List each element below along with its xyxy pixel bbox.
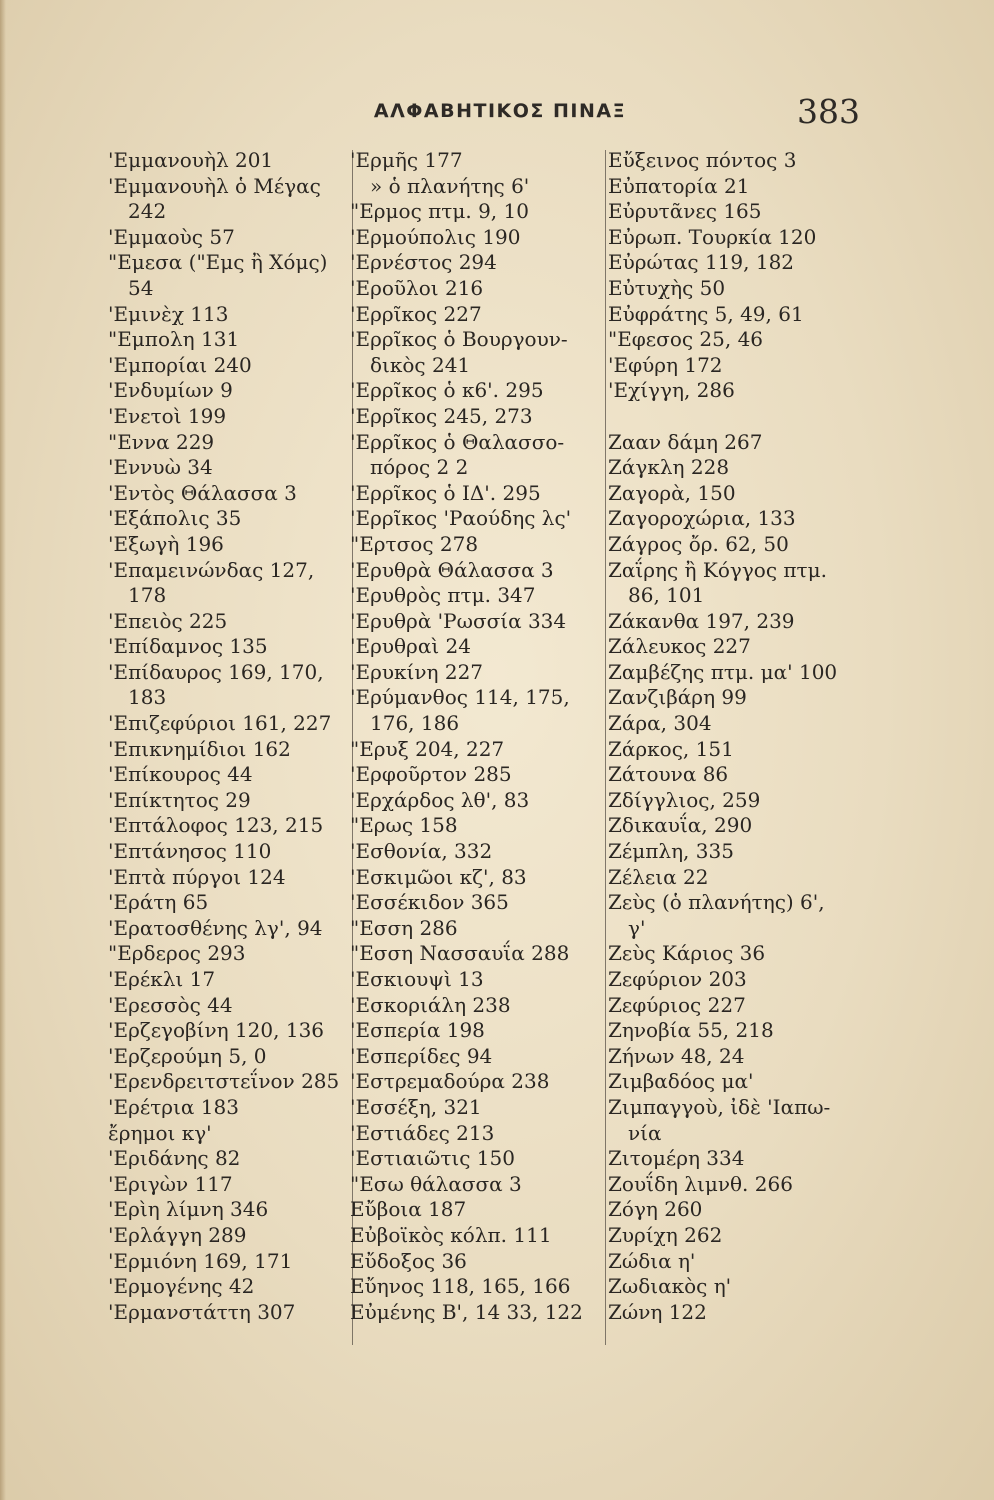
index-entry: Ζεὺς Κάριος 36 [608, 941, 766, 966]
index-entry: 'Ενετοὶ 199 [108, 403, 227, 428]
page-left-edge [0, 0, 6, 1500]
index-entry: 'Ερατοσθένης λγ', 94 [108, 915, 323, 940]
index-entry: Εὐρωπ. Τουρκία 120 [608, 224, 817, 249]
index-entry: ἔρημοι κγ' [108, 1120, 212, 1145]
index-entry: 'Επίκουρος 44 [108, 762, 253, 787]
index-entry: Ζυρίχη 262 [608, 1222, 723, 1247]
index-entry: 'Ερυθρὸς πτμ. 347 [350, 583, 536, 608]
index-entry: 'Εριγὼν 117 [108, 1171, 233, 1196]
index-entry: 'Εσσέκιδον 365 [350, 890, 509, 915]
index-entry: Ζααν δάμη 267 [608, 429, 763, 454]
index-entry: 'Ερνέστος 294 [350, 250, 497, 275]
index-entry: 86, 101 [628, 583, 705, 608]
index-entry: Εὔηνος 118, 165, 166 [350, 1274, 571, 1299]
index-entry: 54 [128, 275, 154, 300]
index-entry: 'Ενδυμίων 9 [108, 378, 233, 403]
index-entry: 'Ερυκίνη 227 [350, 659, 484, 684]
index-entry: 'Εσκιουψὶ 13 [350, 967, 484, 991]
index-entry: Ζουΐδη λιμνθ. 266 [608, 1171, 793, 1196]
index-entry: 'Εμινὲχ 113 [108, 301, 229, 326]
index-entry: "Εννα 229 [108, 429, 215, 454]
index-entry: Ζάτουνα 86 [608, 762, 729, 787]
index-entry: Ζωδιακὸς η' [608, 1274, 732, 1299]
index-entry: 'Εξάπολις 35 [108, 506, 242, 531]
index-entry: 'Επτὰ πύργοι 124 [108, 864, 286, 889]
index-entry: Εὔβοια 187 [350, 1197, 467, 1222]
index-entry: 'Εχίγγη, 286 [608, 378, 735, 403]
index-entry: 'Εμμανουὴλ ὁ Μέγας [108, 173, 321, 198]
index-entry: "Ερως 158 [350, 813, 458, 838]
index-entry: 'Ερμανστάττη 307 [108, 1299, 296, 1324]
index-entry: Ζήνων 48, 24 [608, 1043, 745, 1068]
index-entry: Ζάγρος ὄρ. 62, 50 [608, 531, 789, 556]
index-column-2 [350, 148, 606, 1325]
index-entry: "Εφεσος 25, 46 [608, 327, 764, 352]
index-entry: "Ερμος πτμ. 9, 10 [350, 199, 529, 224]
index-column-1 [108, 148, 358, 1325]
index-entry: 'Εσπερίδες 94 [350, 1043, 493, 1068]
index-entry: 'Ερυθρὰ 'Ρωσσία 334 [350, 608, 567, 633]
index-entry: 'Επιζεφύριοι 161, 227 [108, 711, 332, 736]
index-entry: 'Ερμῆς 177 [350, 148, 463, 172]
index-entry: Εὐπατορία 21 [608, 173, 750, 198]
index-entry: νία [628, 1120, 662, 1145]
index-entry: 'Ερρῖκος 'Ραούδης λς' [350, 506, 572, 531]
index-entry: Ζέλεια 22 [608, 864, 709, 889]
index-entry: Ζαΐρης ἢ Κόγγος πτμ. [608, 557, 827, 582]
index-entry: Εὐτυχὴς 50 [608, 275, 726, 300]
index-entry: Ζαγοροχώρια, 133 [608, 506, 796, 531]
index-entry: 'Εσκιμῶοι κζ', 83 [350, 864, 527, 889]
index-entry: Ζόγη 260 [608, 1197, 703, 1222]
index-entry: 'Εφύρη 172 [608, 352, 723, 377]
index-entry: Ζάγκλη 228 [608, 455, 730, 480]
index-entry: 'Εράτη 65 [108, 890, 209, 915]
index-entry: 'Ερέτρια 183 [108, 1094, 239, 1119]
index-entry: Ζηνοβία 55, 218 [608, 1018, 774, 1043]
index-entry: "Εσση 286 [350, 915, 458, 940]
index-entry: 'Επτάνησος 110 [108, 839, 272, 864]
index-entry: 'Επτάλοφος 123, 215 [108, 813, 324, 838]
index-entry: Ζαμβέζης πτμ. μα' 100 [608, 659, 838, 684]
index-column-3 [608, 148, 858, 1325]
running-header: ΑΛΦΑΒΗΤΙΚΟΣ ΠΙΝΑΞ [373, 100, 627, 122]
index-entry: Ζάρα, 304 [608, 711, 712, 736]
index-entry: 'Ερμούπολις 190 [350, 224, 521, 249]
index-entry: 'Εμμαοὺς 57 [108, 224, 235, 249]
index-entry: 'Εσπερία 198 [350, 1018, 485, 1043]
index-entry: Ζιμπαγγοὺ, ἰδὲ 'Ιαπω- [608, 1094, 831, 1119]
index-entry: 'Ερχάρδος λθ', 83 [350, 787, 530, 812]
index-entry: "Ερδερος 293 [108, 941, 246, 966]
index-entry: Εὐφράτης 5, 49, 61 [608, 301, 804, 326]
index-entry: 'Ερενδρειτστεΐνον 285 [108, 1069, 340, 1094]
index-entry: 'Ερρῖκος 245, 273 [350, 403, 533, 428]
index-entry: 'Επίδαμνος 135 [108, 634, 268, 659]
index-entry: "Εσω θάλασσα 3 [350, 1171, 522, 1196]
index-entry: 'Ερύμανθος 114, 175, [350, 685, 570, 710]
index-entry: 'Επαμεινώνδας 127, [108, 557, 315, 582]
index-entry: 'Εσθονία, 332 [350, 839, 493, 864]
index-entry: 'Εστιάδες 213 [350, 1120, 495, 1145]
index-entry: Εὐρώτας 119, 182 [608, 250, 795, 275]
index-entry: 'Εστρεμαδούρα 238 [350, 1069, 550, 1094]
index-entry: Εὐμένης Β', 14 33, 122 [350, 1299, 583, 1324]
index-entry: "Εμπολη 131 [108, 327, 240, 352]
index-entry: Ζέμπλη, 335 [608, 839, 734, 864]
index-entry: Ζάρκος, 151 [608, 736, 734, 761]
index-entry: 178 [128, 583, 167, 608]
index-entry [608, 404, 858, 430]
index-entry: Ζώδια η' [608, 1248, 696, 1273]
index-entry: 'Ερμογένης 42 [108, 1274, 255, 1299]
index-entry: 'Ερφοῦρτον 285 [350, 762, 512, 787]
index-entry: 'Επίδαυρος 169, 170, [108, 659, 324, 684]
index-entry: πόρος 2 2 [370, 455, 469, 480]
index-entry: "Εσση Νασσαυΐα 288 [350, 941, 570, 966]
index-entry: 'Επικνημίδιοι 162 [108, 736, 291, 761]
index-entry: Εὐρυτᾶνες 165 [608, 199, 762, 224]
index-entry: 'Ερυθρὰ Θάλασσα 3 [350, 557, 554, 582]
index-entry: » ὁ πλανήτης 6' [370, 173, 530, 198]
index-entry: Εὐβοϊκὸς κόλπ. 111 [350, 1222, 552, 1247]
index-entry: 'Ερρῖκος ὁ ΙΔ'. 295 [350, 480, 541, 505]
index-entry: 'Εμπορίαι 240 [108, 352, 252, 377]
index-entry: "Εμεσα ("Εμς ἢ Χόμς) [108, 250, 328, 275]
index-entry: 'Ερζερούμη 5, 0 [108, 1043, 267, 1068]
index-entry: 'Ερὶη λίμνη 346 [108, 1197, 269, 1222]
index-entry: Ζεὺς (ὁ πλανήτης) 6', [608, 890, 825, 915]
index-entry: 176, 186 [370, 711, 460, 736]
index-entry: 'Εστιαιῶτις 150 [350, 1146, 515, 1171]
index-entry: Ζανζιβάρη 99 [608, 685, 747, 710]
index-entry: Ζάλευκος 227 [608, 634, 751, 659]
index-entry: 'Ερμιόνη 169, 171 [108, 1248, 293, 1273]
index-entry: 'Ερζεγοβίνη 120, 136 [108, 1018, 325, 1043]
index-entry: 'Ερέκλι 17 [108, 967, 216, 991]
index-entry: Ζεφύριον 203 [608, 967, 747, 991]
index-entry: 'Ερυθραὶ 24 [350, 634, 471, 659]
index-entry: 'Εννυὼ 34 [108, 455, 213, 480]
index-entry: Ζεφύριος 227 [608, 992, 746, 1017]
index-entry: 'Εσσέξη, 321 [350, 1094, 482, 1119]
index-entry: 'Ερρῖκος ὁ κ6'. 295 [350, 378, 544, 403]
index-entry: 183 [128, 685, 167, 710]
index-entry: 'Ερρῖκος ὁ Βουργουν- [350, 327, 568, 352]
index-entry: 'Εντὸς Θάλασσα 3 [108, 480, 297, 505]
index-entry: 'Ερρῖκος ὁ Θαλασσο- [350, 429, 565, 454]
page-number: 383 [797, 92, 860, 131]
index-entry: 'Επίκτητος 29 [108, 787, 251, 812]
index-entry: δικὸς 241 [370, 352, 471, 377]
index-entry: γ' [628, 915, 646, 940]
index-entry: 'Εσκοριάλη 238 [350, 992, 511, 1017]
index-entry: "Ερυξ 204, 227 [350, 736, 505, 761]
index-entry: "Ερτσος 278 [350, 531, 479, 556]
index-entry: Ζώνη 122 [608, 1299, 707, 1324]
index-entry: Εὔδοξος 36 [350, 1248, 467, 1273]
index-entry: 'Εξωγὴ 196 [108, 531, 224, 556]
index-entry: Ζδίγγλιος, 259 [608, 787, 761, 812]
index-entry: 'Εροῦλοι 216 [350, 275, 484, 300]
index-entry: Ζιτομέρη 334 [608, 1146, 745, 1171]
index-entry: 'Εριδάνης 82 [108, 1146, 241, 1171]
index-entry: Ζιμβαδόος μα' [608, 1069, 754, 1094]
index-entry: 'Ερεσσὸς 44 [108, 992, 233, 1017]
index-entry: Ζαγορὰ, 150 [608, 480, 736, 505]
index-entry: 'Επειὸς 225 [108, 608, 228, 633]
index-entry: Ζδικαυΐα, 290 [608, 813, 753, 838]
index-entry: 242 [128, 199, 167, 224]
index-entry: 'Ερλάγγη 289 [108, 1222, 247, 1247]
index-entry: 'Εμμανουὴλ 201 [108, 148, 274, 172]
index-entry: Εὔξεινος πόντος 3 [608, 148, 797, 172]
index-entry: 'Ερρῖκος 227 [350, 301, 482, 326]
index-entry: Ζάκανθα 197, 239 [608, 608, 795, 633]
